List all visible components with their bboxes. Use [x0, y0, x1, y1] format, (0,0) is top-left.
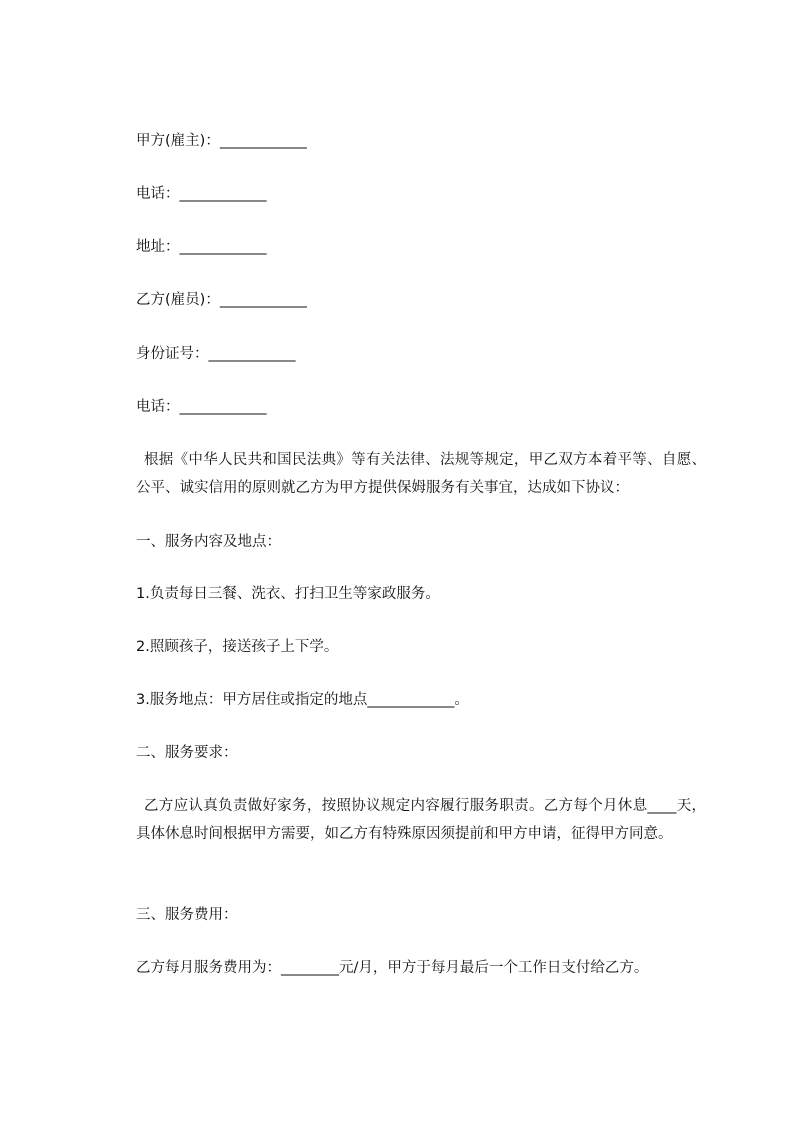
section3-body: 乙方每月服务费用为：________元/月，甲方于每月最后一个工作日支付给乙方。: [136, 960, 649, 976]
employer-address-line: 地址：____________: [136, 239, 267, 255]
section1-item1: 1.负责每日三餐、洗衣、打扫卫生等家政服务。: [136, 586, 440, 602]
employee-id-line: 身份证号：____________: [136, 346, 296, 362]
section1-heading: 一、服务内容及地点：: [136, 534, 281, 550]
section2-heading: 二、服务要求：: [136, 745, 238, 761]
section3-heading: 三、服务费用：: [136, 907, 238, 923]
employer-phone-line: 电话：____________: [136, 186, 267, 202]
section1-item3: 3.服务地点：甲方居住或指定的地点____________。: [136, 692, 469, 708]
employee-line: 乙方(雇员)：____________: [136, 292, 307, 308]
preamble-paragraph: 根据《中华人民共和国民法典》等有关法律、法规等规定，甲乙双方本着平等、自愿、公平、诚实信用的原则就乙方为甲方提供保姆服务有关事宜，达成如下协议：: [136, 452, 706, 496]
employer-line: 甲方(雇主)：____________: [136, 133, 307, 149]
section1-item2: 2.照顾孩子，接送孩子上下学。: [136, 639, 339, 655]
section2-body: 乙方应认真负责做好家务，按照协议规定内容履行服务职责。乙方每个月休息____天，具体休息时间根据甲方需要，如乙方有特殊原因须提前和甲方申请，征得甲方同意。: [136, 798, 706, 842]
employee-phone-line: 电话：____________: [136, 399, 267, 415]
